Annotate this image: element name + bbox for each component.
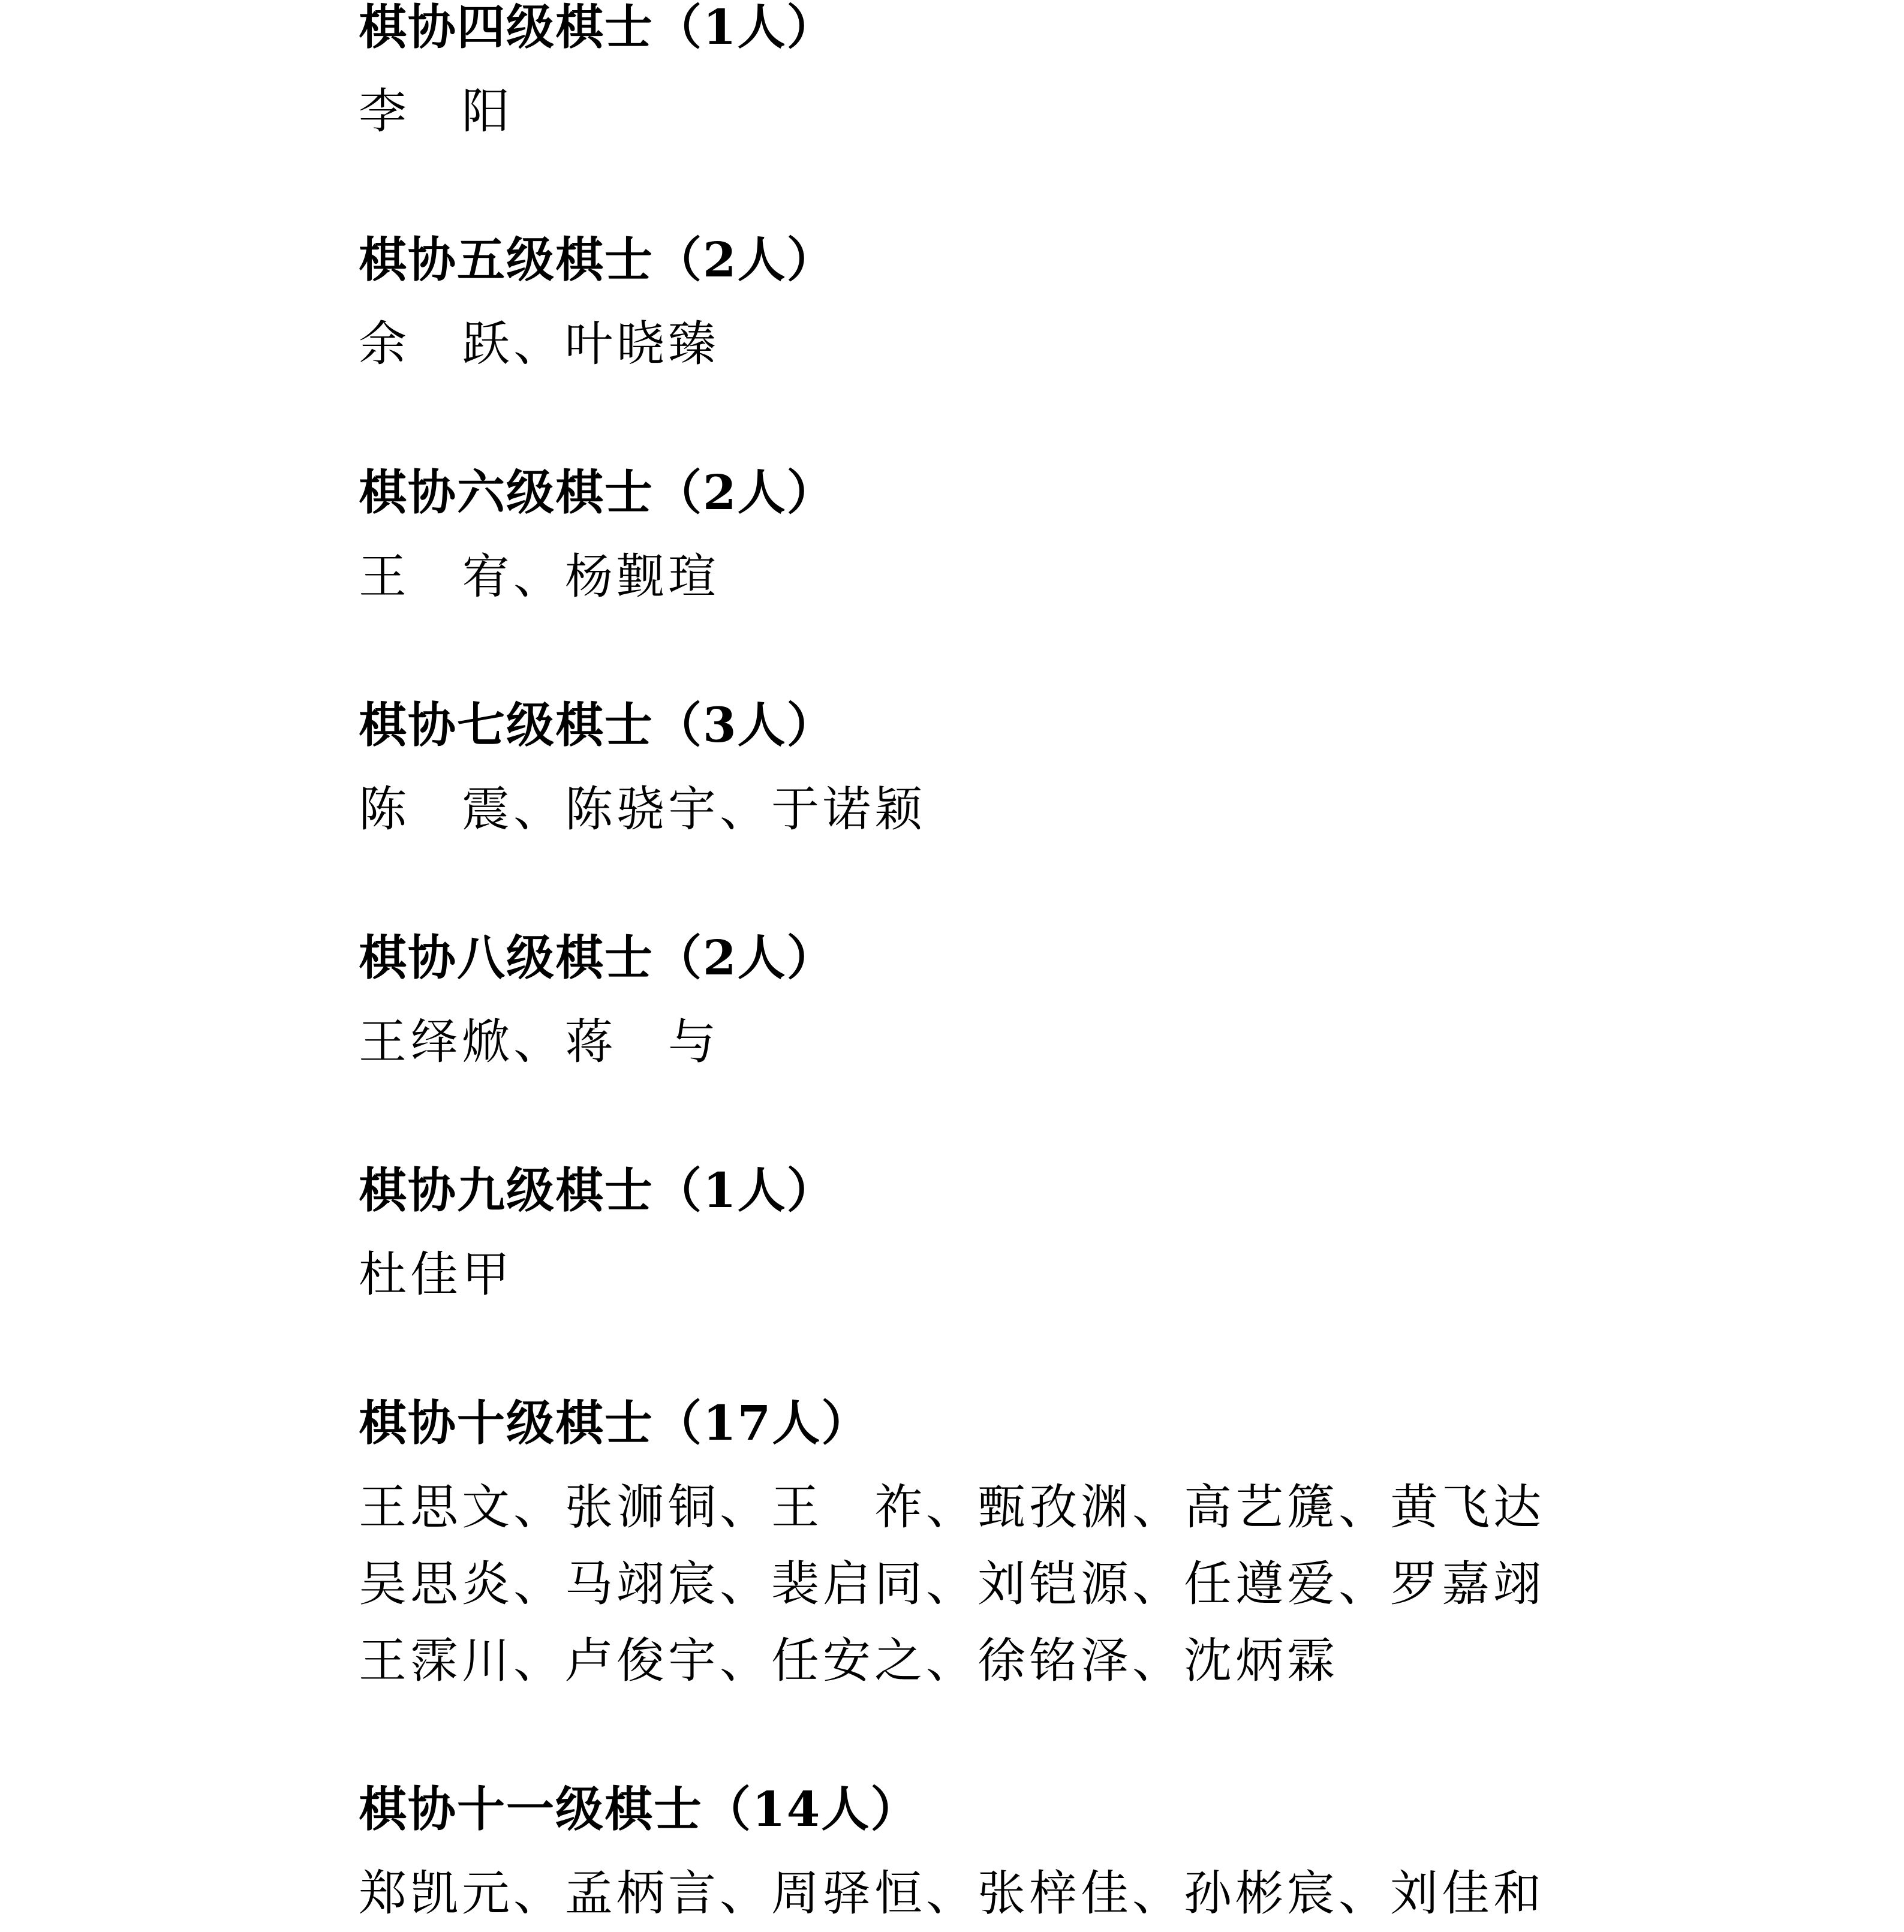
name-line: 王思文、张浉铜、王 祚、甄孜渊、高艺篪、黄飞达 <box>359 1479 1545 1535</box>
section-level-11 <box>359 1782 1545 1932</box>
section-heading: 棋协七级棋士（3人） <box>359 697 836 753</box>
name-line: 李 阳 <box>359 83 513 139</box>
section-heading: 棋协九级棋士（1人） <box>359 1162 836 1218</box>
section-heading: 棋协五级棋士（2人） <box>359 231 836 288</box>
section-level-7 <box>359 698 926 848</box>
section-level-9 <box>359 1163 836 1313</box>
section-heading: 棋协八级棋士（2人） <box>359 929 836 986</box>
name-line: 陈 震、陈骁宇、于诺颖 <box>359 781 926 837</box>
section-heading: 棋协十一级棋士（14人） <box>359 1781 920 1837</box>
name-line: 吴思炎、马翊宸、裴启同、刘铠源、任遵爱、罗嘉翊 <box>359 1556 1545 1612</box>
name-line: 王 宥、杨觐瑄 <box>359 549 720 604</box>
section-heading: 棋协四级棋士（1人） <box>359 0 836 55</box>
section-heading: 棋协六级棋士（2人） <box>359 464 836 520</box>
section-level-10 <box>359 1396 1545 1699</box>
section-level-4 <box>359 0 836 150</box>
section-level-5 <box>359 233 836 383</box>
name-line: 杜佳甲 <box>359 1247 513 1302</box>
name-line: 王霂川、卢俊宇、任安之、徐铭泽、沈炳霖 <box>359 1633 1338 1689</box>
section-level-8 <box>359 931 836 1081</box>
section-level-6 <box>359 465 836 615</box>
name-line: 王绎焮、蒋 与 <box>359 1014 720 1070</box>
section-heading: 棋协十级棋士（17人） <box>359 1395 871 1451</box>
name-line: 余 跃、叶晓臻 <box>359 316 720 372</box>
name-line: 郑凯元、孟柄言、周驿恒、张梓佳、孙彬宸、刘佳和 <box>359 1865 1545 1921</box>
